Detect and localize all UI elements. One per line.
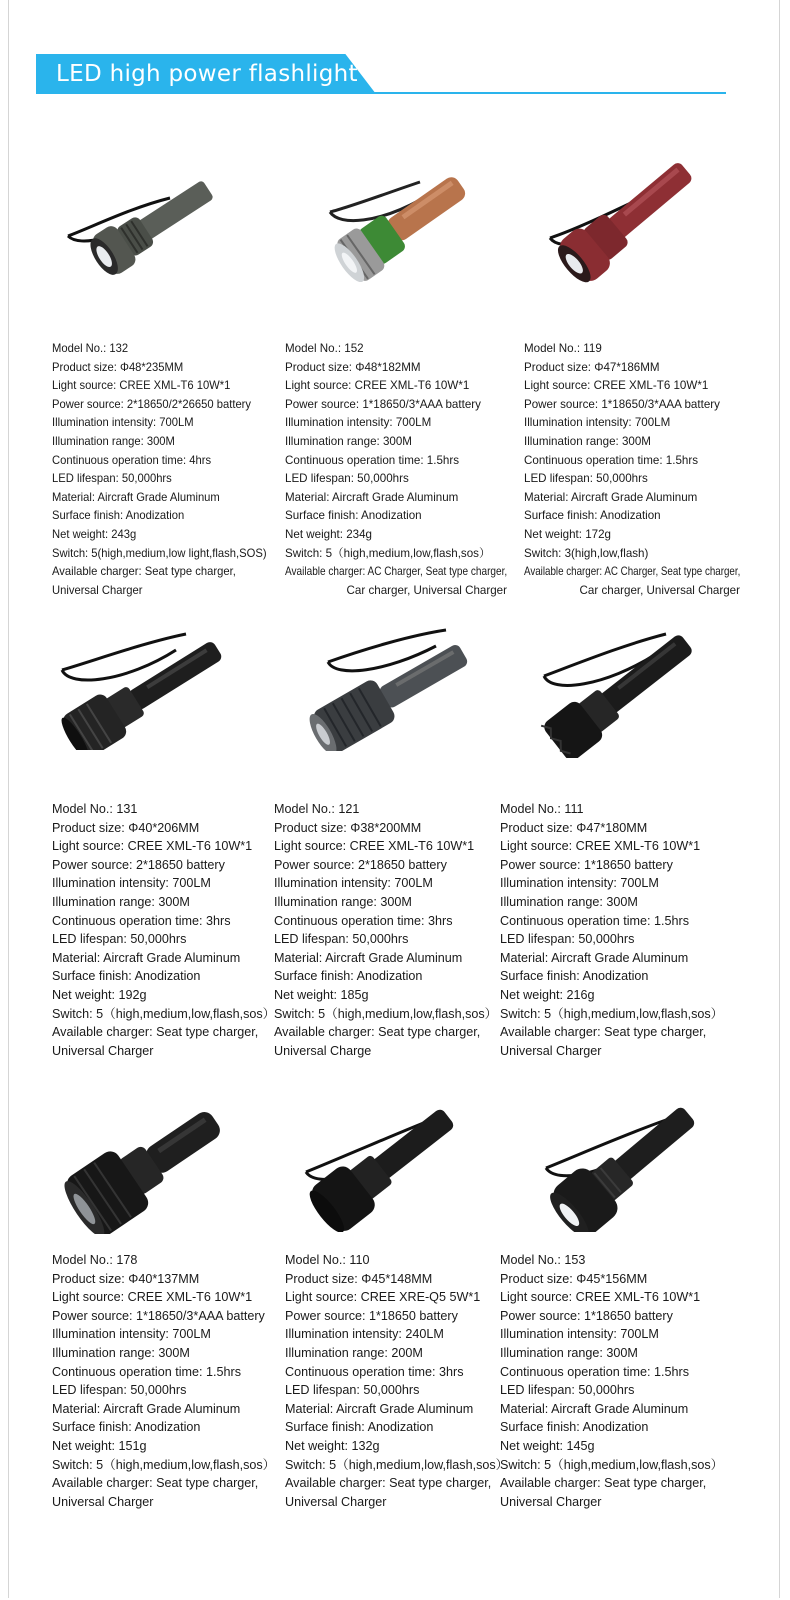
flashlight-111-specs [500, 800, 723, 1060]
spec-line: Universal Charger [52, 1043, 154, 1058]
spec-line: Universal Charger [500, 1043, 602, 1058]
spec-line: Available charger: AC Charger, Seat type charger, [285, 565, 508, 579]
spec-line: Product size: Φ40*206MM [52, 820, 200, 835]
spec-line: Switch: 5（high,medium,low,flash,sos） [285, 546, 491, 560]
spec-line: Power source: 1*18650 battery [500, 857, 673, 872]
spec-line: Surface finish: Anodization [274, 969, 423, 984]
flashlight-153-image [536, 1072, 716, 1232]
spec-line: Available charger: Seat type charger, [52, 565, 236, 579]
flashlight-121-image [296, 606, 476, 751]
spec-line: Light source: CREE XML-T6 10W*1 [52, 379, 231, 393]
spec-line: Power source: 1*18650/3*AAA battery [285, 397, 481, 411]
spec-line: Available charger: AC Charger, Seat type charger, [524, 565, 741, 579]
spec-line: Light source: CREE XML-T6 10W*1 [52, 839, 253, 854]
spec-line: Available charger: Seat type charger, [500, 1476, 707, 1491]
spec-line: Net weight: 234g [285, 527, 373, 541]
flashlight-132-specs [52, 340, 274, 600]
flashlight-119-image [540, 148, 710, 288]
flashlight-153-specs [500, 1251, 723, 1511]
spec-line: Illumination range: 200M [285, 1345, 423, 1360]
spec-line: Material: Aircraft Grade Aluminum [500, 1401, 689, 1416]
spec-line: Universal Charger [285, 1494, 387, 1509]
flashlight-178-image [58, 1074, 238, 1234]
spec-line: Surface finish: Anodization [52, 509, 185, 523]
spec-line: Net weight: 151g [52, 1438, 147, 1453]
spec-line: Continuous operation time: 3hrs [274, 913, 453, 928]
spec-line: Light source: CREE XML-T6 10W*1 [285, 379, 470, 393]
page-title: LED high power flashlight [56, 61, 358, 87]
spec-line: Switch: 3(high,low,flash) [524, 546, 649, 560]
spec-line: Illumination range: 300M [274, 894, 412, 909]
spec-line: Illumination intensity: 700LM [500, 876, 659, 891]
spec-line: Product size: Φ45*148MM [285, 1271, 433, 1286]
spec-line: Illumination range: 300M [500, 1345, 638, 1360]
spec-line: Illumination range: 300M [524, 434, 651, 448]
spec-line: Illumination range: 300M [52, 1345, 190, 1360]
flashlight-121-specs [274, 800, 497, 1060]
spec-line: Light source: CREE XRE-Q5 5W*1 [285, 1290, 481, 1305]
spec-line: Universal Charge [274, 1043, 372, 1058]
spec-line: Switch: 5（high,medium,low,flash,sos） [285, 1457, 509, 1472]
spec-line: Surface finish: Anodization [285, 1420, 434, 1435]
flashlight-132-image [60, 158, 230, 278]
spec-line: Continuous operation time: 1.5hrs [500, 1364, 690, 1379]
spec-line: Product size: Φ48*235MM [52, 360, 184, 374]
spec-line: Illumination intensity: 240LM [285, 1327, 444, 1342]
spec-line: Model No.: 119 [524, 342, 602, 355]
flashlight-111-image [536, 598, 716, 758]
spec-line: Available charger: Seat type charger, [274, 1025, 481, 1040]
spec-line: LED lifespan: 50,000hrs [52, 1383, 187, 1398]
spec-line: Illumination intensity: 700LM [274, 876, 433, 891]
spec-line: Model No.: 178 [52, 1253, 138, 1267]
spec-line: Illumination range: 300M [500, 894, 638, 909]
spec-line: Model No.: 111 [500, 802, 584, 816]
spec-line: Material: Aircraft Grade Aluminum [500, 950, 689, 965]
spec-line: Material: Aircraft Grade Aluminum [274, 950, 463, 965]
spec-line: Continuous operation time: 3hrs [285, 1364, 464, 1379]
spec-line: Model No.: 153 [500, 1253, 586, 1267]
spec-line: Net weight: 132g [285, 1438, 380, 1453]
spec-line: LED lifespan: 50,000hrs [500, 932, 635, 947]
spec-line: Net weight: 185g [274, 987, 369, 1002]
spec-line: Power source: 2*18650 battery [274, 857, 447, 872]
spec-line: Material: Aircraft Grade Aluminum [52, 950, 241, 965]
spec-line: Power source: 1*18650/3*AAA battery [52, 1308, 265, 1323]
spec-line: Power source: 1*18650/3*AAA battery [524, 397, 720, 411]
title-underline [36, 92, 726, 94]
spec-line: Net weight: 172g [524, 527, 612, 541]
spec-line: Net weight: 192g [52, 987, 147, 1002]
spec-line: Illumination intensity: 700LM [52, 876, 211, 891]
spec-line: Net weight: 145g [500, 1438, 595, 1453]
spec-line: Net weight: 216g [500, 987, 595, 1002]
spec-line: Model No.: 132 [52, 342, 129, 355]
spec-line: Power source: 1*18650 battery [500, 1308, 673, 1323]
spec-line: Available charger: Seat type charger, [500, 1025, 707, 1040]
flashlight-131-specs [52, 800, 275, 1060]
spec-line: Surface finish: Anodization [52, 969, 201, 984]
spec-line: Product size: Φ47*186MM [524, 360, 660, 374]
spec-line: Continuous operation time: 1.5hrs [500, 913, 690, 928]
spec-line: Switch: 5（high,medium,low,flash,sos） [52, 1006, 276, 1021]
spec-line: Universal Charger [52, 1494, 154, 1509]
spec-line: Available charger: Seat type charger, [52, 1025, 259, 1040]
spec-line: LED lifespan: 50,000hrs [274, 932, 409, 947]
spec-line: Light source: CREE XML-T6 10W*1 [524, 379, 709, 393]
spec-line: Available charger: Seat type charger, [285, 1476, 492, 1491]
spec-line: Illumination range: 300M [52, 894, 190, 909]
spec-line: Net weight: 243g [52, 527, 137, 541]
spec-line: Material: Aircraft Grade Aluminum [52, 490, 220, 504]
spec-line: Illumination intensity: 700LM [524, 416, 671, 430]
spec-line: Material: Aircraft Grade Aluminum [524, 490, 698, 504]
spec-line: Continuous operation time: 1.5hrs [524, 453, 699, 467]
spec-line: Material: Aircraft Grade Aluminum [52, 1401, 241, 1416]
spec-line: Light source: CREE XML-T6 10W*1 [500, 1290, 701, 1305]
spec-line: Surface finish: Anodization [285, 509, 422, 523]
spec-line: Switch: 5（high,medium,low,flash,sos） [500, 1006, 724, 1021]
spec-line: Surface finish: Anodization [524, 509, 661, 523]
spec-line: Illumination intensity: 700LM [285, 416, 432, 430]
spec-line: Light source: CREE XML-T6 10W*1 [52, 1290, 253, 1305]
spec-line: LED lifespan: 50,000hrs [285, 472, 409, 486]
spec-line: Material: Aircraft Grade Aluminum [285, 490, 459, 504]
spec-line: LED lifespan: 50,000hrs [500, 1383, 635, 1398]
flashlight-178-specs [52, 1251, 275, 1511]
spec-line: LED lifespan: 50,000hrs [524, 472, 648, 486]
spec-line: Continuous operation time: 4hrs [52, 453, 212, 467]
flashlight-110-image [296, 1072, 476, 1232]
flashlight-152-image [300, 152, 480, 282]
spec-line: Product size: Φ38*200MM [274, 820, 422, 835]
spec-line: Illumination intensity: 700LM [500, 1327, 659, 1342]
spec-line: Illumination intensity: 700LM [52, 416, 194, 430]
spec-line: Surface finish: Anodization [52, 1420, 201, 1435]
spec-line: Continuous operation time: 1.5hrs [52, 1364, 242, 1379]
spec-line: Surface finish: Anodization [500, 1420, 649, 1435]
spec-line: Material: Aircraft Grade Aluminum [285, 1401, 474, 1416]
flashlight-152-specs [285, 340, 507, 600]
spec-line: Continuous operation time: 3hrs [52, 913, 231, 928]
spec-line: LED lifespan: 50,000hrs [52, 472, 172, 486]
spec-line: Product size: Φ45*156MM [500, 1271, 648, 1286]
spec-line: Car charger, Universal Charger [346, 583, 507, 597]
spec-line: Model No.: 121 [274, 802, 360, 816]
spec-line: Illumination range: 300M [52, 434, 175, 448]
spec-line: Continuous operation time: 1.5hrs [285, 453, 460, 467]
spec-line: LED lifespan: 50,000hrs [285, 1383, 420, 1398]
spec-line: Model No.: 131 [52, 802, 138, 816]
spec-line: Switch: 5（high,medium,low,flash,sos） [500, 1457, 724, 1472]
spec-line: Model No.: 152 [285, 342, 364, 355]
spec-line: Universal Charger [52, 583, 143, 597]
flashlight-110-specs [285, 1251, 508, 1511]
spec-line: Illumination range: 300M [285, 434, 412, 448]
spec-line: Switch: 5(high,medium,low light,flash,SOS) [52, 546, 267, 560]
spec-line: Car charger, Universal Charger [579, 583, 740, 597]
spec-line: Light source: CREE XML-T6 10W*1 [274, 839, 475, 854]
flashlight-119-specs [524, 340, 740, 600]
spec-line: Light source: CREE XML-T6 10W*1 [500, 839, 701, 854]
spec-line: Switch: 5（high,medium,low,flash,sos） [274, 1006, 498, 1021]
spec-line: Illumination intensity: 700LM [52, 1327, 211, 1342]
spec-line: Product size: Φ40*137MM [52, 1271, 200, 1286]
spec-line: Product size: Φ48*182MM [285, 360, 421, 374]
spec-line: Surface finish: Anodization [500, 969, 649, 984]
flashlight-131-image [56, 600, 236, 750]
spec-line: Product size: Φ47*180MM [500, 820, 648, 835]
spec-line: Switch: 5（high,medium,low,flash,sos） [52, 1457, 276, 1472]
spec-line: Available charger: Seat type charger, [52, 1476, 259, 1491]
spec-line: Universal Charger [500, 1494, 602, 1509]
spec-line: LED lifespan: 50,000hrs [52, 932, 187, 947]
spec-line: Model No.: 110 [285, 1253, 370, 1267]
spec-line: Power source: 2*18650/2*26650 battery [52, 397, 252, 411]
spec-line: Power source: 2*18650 battery [52, 857, 225, 872]
spec-line: Power source: 1*18650 battery [285, 1308, 458, 1323]
